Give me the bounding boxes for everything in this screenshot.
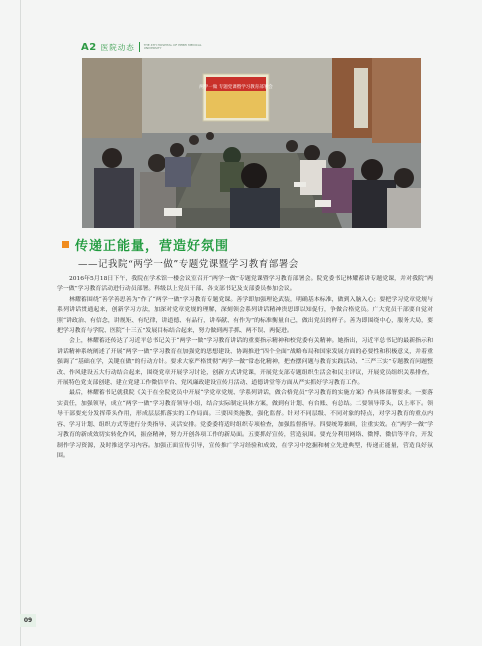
paragraph: 最后，林耀蓄书记就我院《关于在全院党员中开展“学党章党规、学系列讲话，做合格党员”学习教育的实施方案》作具体部署要求。一要落实责任，加强领导，成立“两学一做”学习教育领导小组，结合实际制定具体方案，做到有计划、有台账、有总结。二要领导带头，以上率下。领导干部要充分发挥带头作用，形成层层抓落实的工作局面。三要因类施教，强化监督。针对不同层级、不同对象的特点，对学习教育的重点内容、学习计划、组织方式等进行分类指导、灵活安排。党委委将适时组织专项检查，加强监督指导。四要统筹兼顾，注重实效。在“两学一做”学习教育的新成效切实转化作风，振奋精神，努力开创各项工作的新局面。五要抓好宣传，营造氛围。要充分利用网络、微博、微信等平台，开发制作学习资源，及时推送学习内容。加强正面宣传引导，宣传推广学习经验和成效，在学习中挖掘和树立先进典型，传递正能量，营造良好氛围。	[57, 390, 433, 459]
title-marker-square	[62, 241, 69, 248]
section-code: A2	[81, 41, 97, 53]
meeting-photo	[82, 58, 421, 228]
paragraph: 林耀蓄围绕“善学善思善为”作了“两学一做”学习教育专题党课。善学即加强理论武装，明确基本标准，做到入脑入心；要把学习党章党规与系列讲话贯通起来，创新学习方法，加深对党章党规的理解，深刻领会系列讲话精神贵思即以知促行，争做合格党员。广大党员干部要自觉对照“讲政治、有信念，讲规矩、有纪律，讲道德、有品行，讲奉献、有作为”的标准衡量自己，做出党员的样子。善为即围绕中心，服务大局，要把学习教育与学院、医院“十三五”发展目标结合起来，努力做到两手抓、两不误、两促进。	[57, 296, 433, 335]
header-subtitle: THE 4TH HOSPITAL OF HEBEI MEDICAL UNIVERSITY	[143, 42, 202, 50]
paragraph: 2016年5月18日下午，我院在学术馆一楼会议室召开“两学一做”专题党课暨学习教育部署会。院党委书记林耀蓄讲专题党课，并对我院“两学一做”学习教育活动进行动员部署。科级以上党员干部、各支部书记及支部委员参加会议。	[57, 276, 433, 293]
paragraph: 会上，林耀蓄还传达了习近平总书记关于“两学一做”学习教育讲话的重要指示精神和校党委有关精神。她指出，习近平总书记的最新指示和讲话精神系统阐述了开展“两学一做”学习教育在加强党的思想建设、协调推进“四个全面”战略布局和国家发展方面的必要性和积极意义，并着重强调了“基础在学，关键在做”的行动方针。要求大家严格贯彻“两学一做”常态化精神，把查摆问题与教育实践活动、“三严三实”专题教育问题整改、作风建设五大行动结合起来，围绕党章开展学习讨论，创新方式讲党课，开展党支部专题组织生活会和民主评议，开展党员组织关系排查，开展特色党支部创建、建立党建工作微信平台、党风廉政建设宣传月活动、道德讲堂等方面从严实抓好学习教育工作。	[57, 338, 433, 387]
article-body	[57, 274, 433, 461]
screen-banner-text: 两学一做 专题党课暨学习教育部署会	[199, 85, 273, 90]
page-edge-line	[20, 0, 21, 646]
article-title-row	[62, 234, 229, 254]
column-name: 医院动态	[100, 42, 135, 52]
page-number: 09	[20, 614, 36, 627]
article-title: 传递正能量，营造好氛围	[75, 238, 230, 254]
article-subtitle: ——记我院“两学一做”专题党课暨学习教育部署会	[78, 259, 299, 270]
header-divider	[139, 42, 140, 52]
page-header	[81, 40, 214, 54]
